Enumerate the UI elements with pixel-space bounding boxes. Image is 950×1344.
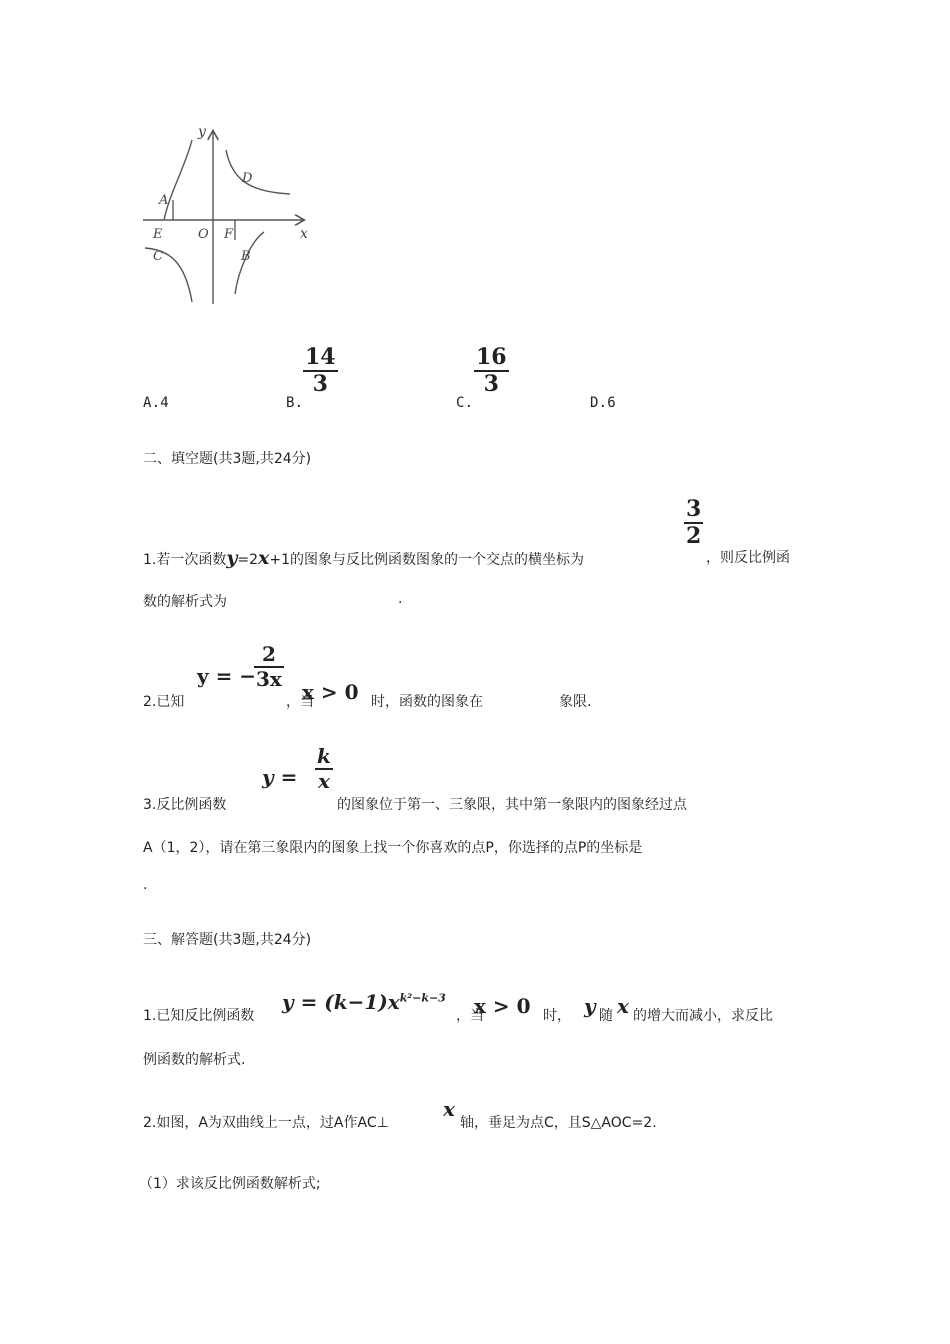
s3-q1-rest2: 随 — [599, 1008, 613, 1024]
choice-d: D.6 — [590, 395, 616, 411]
s3-q1-y: y — [584, 994, 596, 1018]
s2-q2-lhs: y = − — [197, 664, 257, 688]
label-d: D — [242, 171, 253, 186]
section3-heading: 三、解答题(共3题,共24分) — [143, 932, 312, 948]
s2-q2-end: 象限. — [559, 694, 592, 710]
s3-q1-prefix: 1.已知反比例函数 — [143, 1008, 255, 1024]
choice-c-label: C. — [456, 395, 474, 411]
s2-q2-prefix: 2.已知 — [143, 694, 185, 710]
hyperbola-graph — [140, 122, 315, 307]
choice-c-fraction: 16 3 — [476, 344, 507, 398]
choice-b-label: B. — [286, 395, 304, 411]
s3-q1-rest3: 的增大而减小，求反比 — [633, 1008, 773, 1024]
s2-q1-line2: 数的解析式为 — [143, 594, 227, 610]
s3-q1-rest1: 时， — [543, 1008, 571, 1024]
s2-q3-rest: 的图象位于第一、三象限，其中第一象限内的图象经过点 — [337, 797, 687, 813]
s2-q3-fraction: k x — [317, 744, 331, 793]
s3-q2-rest: 轴，垂足为点C，且S△AOC=2. — [460, 1115, 657, 1131]
label-o: O — [198, 227, 209, 242]
s3-q2-x: x — [443, 1097, 455, 1121]
s2-q2-cond: x > 0 — [302, 680, 359, 704]
s2-q1-end: . — [398, 591, 403, 607]
s2-q3-line3: . — [143, 877, 148, 893]
s3-q1-cond: x > 0 — [474, 994, 531, 1018]
label-a: A — [159, 193, 169, 208]
curve-upper-left — [164, 140, 192, 220]
s2-q3-lhs: y = — [262, 765, 298, 789]
choice-a: A.4 — [143, 395, 169, 411]
choice-b-fraction: 14 3 — [305, 344, 336, 398]
s3-q3-prefix: 3.反比例函数 — [143, 797, 227, 813]
label-x: x — [300, 226, 308, 242]
s2-q1-fraction: 3 2 — [686, 496, 702, 550]
s2-q1-suffix: ，则反比例函 — [706, 550, 790, 566]
s3-q1-line2: 例函数的解析式. — [143, 1052, 246, 1068]
curve-upper-right — [226, 150, 290, 194]
s3-q2-prefix: 2.如图，A为双曲线上一点，过A作AC⊥ — [143, 1115, 389, 1131]
s3-q1-mid: ，当 — [456, 1008, 484, 1024]
label-y: y — [198, 124, 206, 140]
s2-q3-line2: A（1，2），请在第三象限内的图象上找一个你喜欢的点P，你选择的点P的坐标是 — [143, 840, 643, 856]
label-e: E — [153, 227, 163, 242]
s2-q2-mid: ，当 — [286, 694, 314, 710]
s2-q1-line1: 1.若一次函数y=2x+1的图象与反比例函数图象的一个交点的横坐标为 — [143, 547, 585, 569]
s3-q2-sub1: （1）求该反比例函数解析式; — [139, 1176, 321, 1192]
label-f: F — [224, 227, 234, 242]
s3-q1-expr: $y = (k-1)x^{k^2-k-3}$ — [282, 990, 446, 1014]
s2-q2-fraction: 2 3x — [256, 642, 282, 691]
label-b: B — [241, 249, 251, 264]
section2-heading: 二、填空题(共3题,共24分) — [143, 451, 312, 467]
label-c: C — [153, 249, 163, 264]
s3-q1-x: x — [617, 994, 629, 1018]
s2-q2-rest: 时，函数的图象在 — [371, 694, 483, 710]
